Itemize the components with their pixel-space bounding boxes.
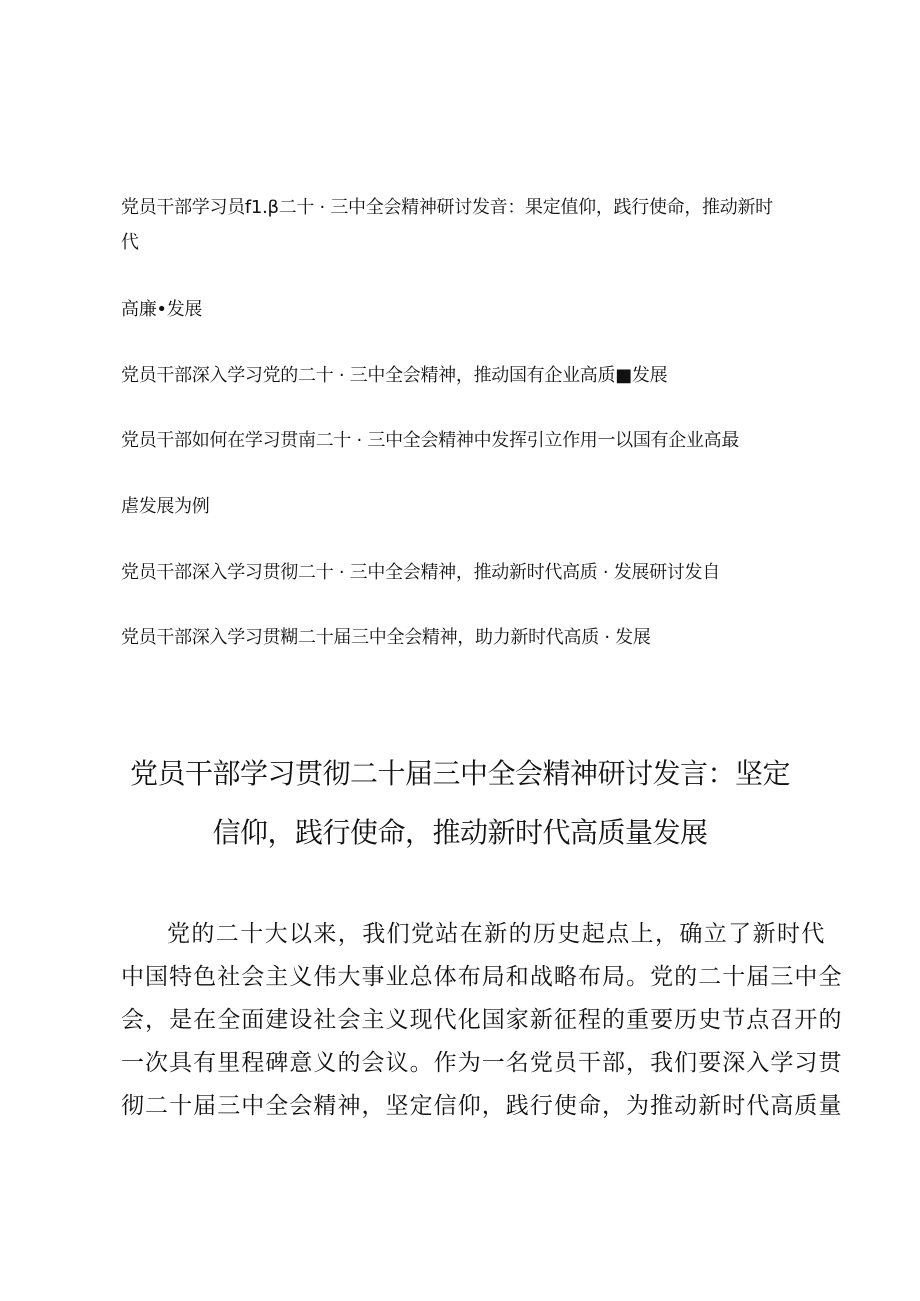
body-paragraph-line: 彻二十届三中全会精神，坚定信仰，践行使命，为推动新时代高质量 <box>121 1093 843 1119</box>
toc-item: 高廉•发展 <box>121 299 203 320</box>
body-paragraph-line: 中国特色社会主义伟大事业总体布局和战略布局。党的二十届三中全 <box>121 964 843 990</box>
toc-item: 党员干部如何在学习贯南二十 · 三中全会精神中发挥引立作用一以国有企业高最 <box>121 430 740 451</box>
toc-item: 虐发展为例 <box>121 496 210 517</box>
toc-item: 代 <box>121 232 139 253</box>
toc-item: 党员干部深入学习贯糊二十届三中全会精神，助力新时代高质 · 发展 <box>121 627 651 648</box>
article-title-line-1: 党员干部学习贯彻二十届三中全会精神研讨发言：坚定 <box>129 757 790 790</box>
toc-item: 党员干部学习员f1.β二十 · 三中全会精神研讨发音：果定值仰，践行使命，推动新时 <box>121 197 773 218</box>
toc-item: 党员干部深入学习贯彻二十 · 三中全会精神，推动新时代高质 · 发展研讨发自 <box>121 562 720 583</box>
body-paragraph-line: 一次具有里程碑意义的会议。作为一名党员干部，我们要深入学习贯 <box>121 1050 843 1076</box>
body-paragraph-line: 会，是在全面建设社会主义现代化国家新征程的重要历史节点召开的 <box>121 1007 843 1033</box>
body-paragraph-line: 党的二十大以来，我们党站在新的历史起点上，确立了新时代 <box>167 921 826 947</box>
article-title-line-2: 信仰，践行使命，推动新时代高质量发展 <box>212 816 708 849</box>
toc-item: 党员干部深入学习党的二十 · 三中全会精神，推动国有企业高质■发展 <box>121 365 668 386</box>
